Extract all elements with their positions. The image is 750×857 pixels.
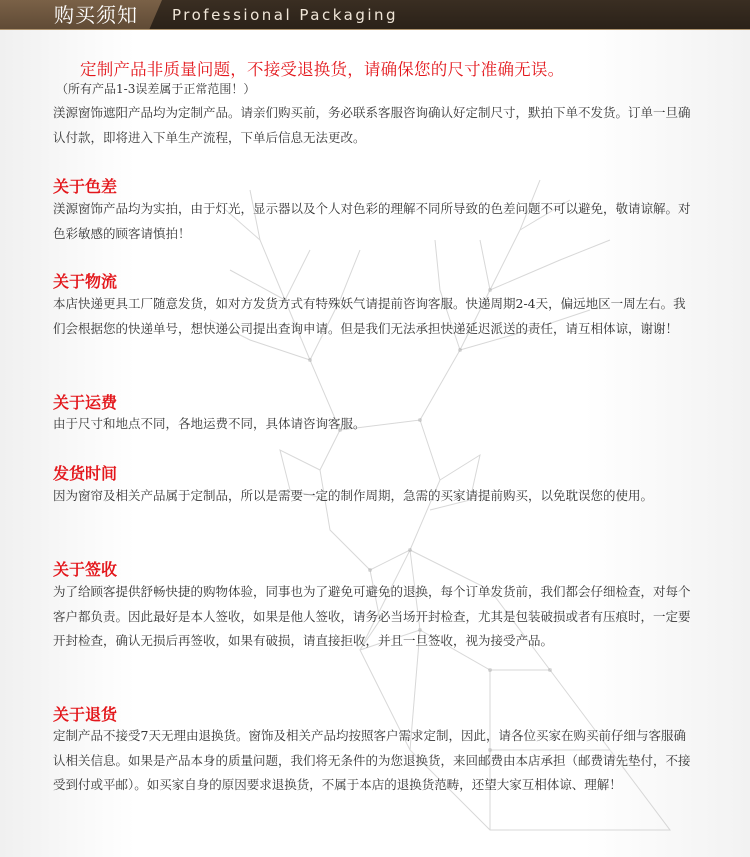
custom-order-intro: 渼源窗饰遮阳产品均为定制产品。请亲们购买前，务必联系客服咨询确认好定制尺寸，默拍下单不发货。订单一旦确认付款，即将进入下单生产流程，下单后信息无法更改。 [53, 105, 691, 145]
header-subtitle: Professional Packaging [172, 6, 399, 24]
header-divider [0, 29, 750, 30]
section-title-delivery-time: 发货时间 [53, 464, 118, 483]
section-text-returns: 定制产品不接受7天无理由退换货。窗饰及相关产品均按照客户需求定制，因此，请各位买家在购买前仔细与客服确认相关信息。如果是产品本身的质量问题，我们将无条件的为您退换货，来回邮费由本店承担（邮费请先垫付，不接受到付或平邮）。如买家自身的原因要求退换货，不属于本店的退换货范畴，还望大家互相体谅、理解！ [53, 728, 691, 792]
section-text-color-difference: 渼源窗饰产品均为实拍，由于灯光，显示器以及个人对色彩的理解不同所导致的色差问题不可以避免，敬请谅解。对色彩敏感的顾客请慎拍！ [53, 201, 691, 241]
section-title-returns: 关于退货 [53, 705, 118, 724]
no-return-notice: 定制产品非质量问题，不接受退换货，请确保您的尺寸准确无误。 [80, 60, 565, 79]
section-text-shipping-fee: 由于尺寸和地点不同，各地运费不同，具体请咨询客服。 [53, 416, 366, 431]
section-title-logistics: 关于物流 [53, 272, 118, 291]
section-text-delivery-time: 因为窗帘及相关产品属于定制品，所以是需要一定的制作周期，急需的买家请提前购买，以免耽误您的使用。 [53, 488, 654, 503]
section-title-shipping-fee: 关于运费 [53, 393, 118, 412]
section-title-color-difference: 关于色差 [53, 177, 118, 196]
section-text-logistics: 本店快递更具工厂随意发货，如对方发货方式有特殊妖气请提前咨询客服。快递周期2-4天，偏远地区一周左右。我们会根据您的快递单号，想快递公司提出查询申请。但是我们无法承担快递延迟派送的责任，请互相体谅，谢谢！ [53, 296, 686, 336]
tolerance-note: （所有产品1-3误差属于正常范围！） [56, 82, 256, 96]
section-title-receipt: 关于签收 [53, 560, 118, 579]
section-text-receipt: 为了给顾客提供舒畅快捷的购物体验，同事也为了避免可避免的退换，每个订单发货前，我们都会仔细检查，对每个客户都负责。因此最好是本人签收，如果是他人签收，请务必当场开封检查，尤其是包装破损或者有压痕时，一定要开封检查，确认无损后再签收，如果有破损，请直接拒收，并且一旦签收，视为接受产品。 [53, 584, 691, 648]
header-title: 购买须知 [54, 3, 138, 27]
section-header-bar [0, 0, 750, 30]
